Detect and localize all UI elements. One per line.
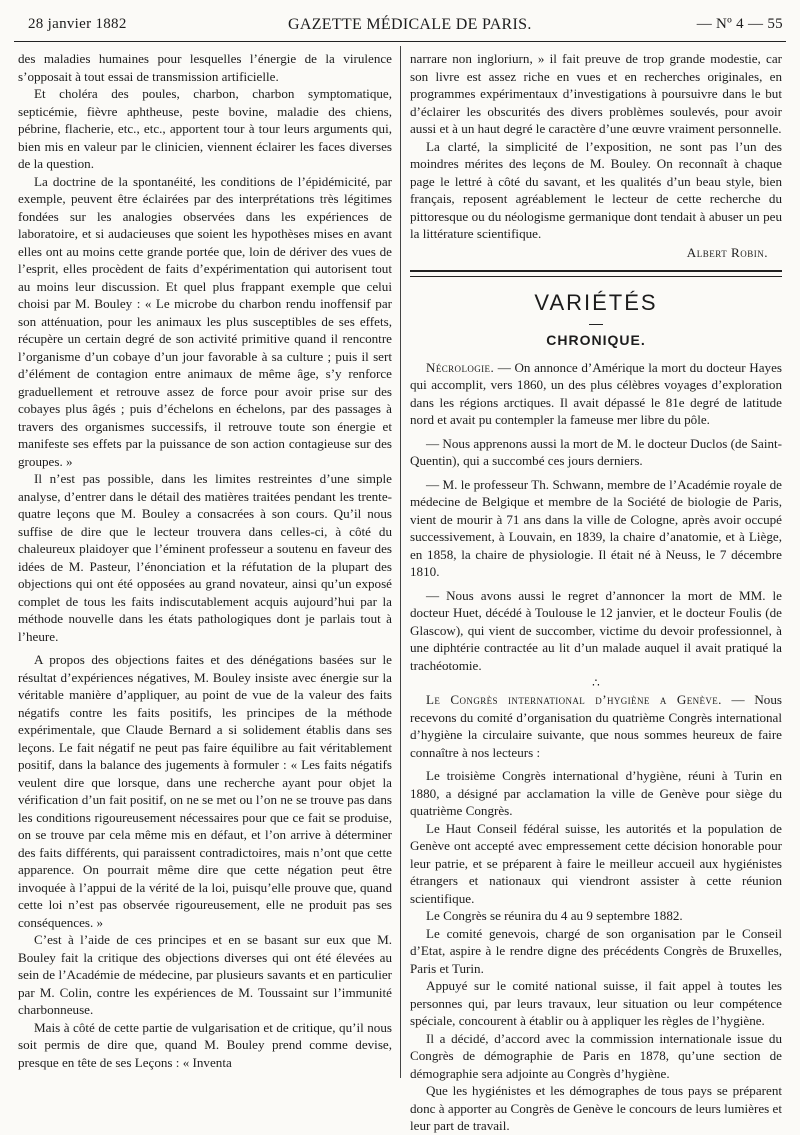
news-item: — M. le professeur Th. Schwann, membre de l’Académie royale de médecine de Belgique et membre de la Société de biologie de Paris, vient de mourir à 71 ans dans la ville de Cologne, après avoir occupé successivement, à Louvain, en 1839, la chaire d’anatomie, et à Liège, en 1858, la chaire de physiologie. Il était né à Neuss, le 7 décembre 1810.	[410, 476, 782, 579]
congress-text: — Nous recevons du comité d’organisation du quatrième Congrès international d’hygiène la circulaire suivante, que nous sommes heureux de faire connaître à nos lecteurs :	[410, 692, 782, 760]
paragraph: C’est à l’aide de ces principes et en se basant sur eux que M. Bouley fait la critique des objections diverses qui ont été élevées au sein de l’Académie de médecine, par plusieurs savants et en particulier par M. Colin, contre les expériences de M. Toussaint sur l’immunité charbonneuse.	[18, 932, 392, 1017]
left-column	[18, 50, 392, 1071]
paragraph: Et choléra des poules, charbon, charbon symptomatique, septicémie, fièvre aphtheuse, peste bovine, maladie des chiens, pébrine, flacherie, etc., etc., apportent tour à tour leurs arguments qui, bien mis en valeur par le clinicien, viennent éclairer les faces diverses de la question.	[18, 86, 392, 171]
paragraph: A propos des objections faites et des dénégations basées sur le résultat d’expériences négatives, M. Bouley insiste avec énergie sur la véritable manière d’appliquer, au point de vue de la valeur des faits négatifs contre les faits positifs, les principes de la méthode expérimentale, que Claude Bernard a si solidement établis dans ses leçons. Le fait négatif ne peut pas faire équilibre au fait véritablement positif, dans la balance des jugements à formuler : « Les faits négatifs veulent dire que lorsque, dans une recherche ayant pour objet la vérification d’un fait positif, on ne se met ou l’on ne se trouve pas dans les conditions rigoureusement nécessaires pour que ce fait se produise, on se trouve par cela même mis en défaut, et l’on arrive à déterminer des faits différents, qui paraissent contradictoires, mais n’ont que cette apparence. On pourrait même dire que cette négation peut être invoquée à l’appui de la vérité de la loi, puisqu’elle prouve que, quand cette loi n’est pas observée rigoureusement, elle ne produit pas ses conséquences. »	[18, 652, 392, 930]
paragraph: Il n’est pas possible, dans les limites restreintes d’une simple analyse, d’entrer dans le détail des matières traitées pendant les trente-quatre leçons que M. Bouley a consacrées à son cours. Qu’il nous suffise de dire que le lecteur trouvera dans celles-ci, à côté du chaleureux plaidoyer que l’éminent professeur a soutenu en faveur des idées de M. Pasteur, l’énonciation et la réfutation de la plupart des objections qui ont été opposées au grand novateur, ainsi qu’un exposé complet de tous les faits indiscutablement acquis aujourd’hui par la méthode nouvelle dans les états pathologiques dont je parlais tout à l’heure.	[18, 471, 392, 644]
journal-title: GAZETTE MÉDICALE DE PARIS.	[288, 16, 532, 33]
news-item	[410, 359, 782, 429]
news-lead: Nécrologie.	[426, 359, 495, 375]
news-item: — Nous apprenons aussi la mort de M. le docteur Duclos (de Saint-Quentin), qui a succombé ces jours derniers.	[410, 435, 782, 468]
circular-paragraph: Que les hygiénistes et les démographes de tous pays se préparent donc à apporter au Congrès de Genève le concours de leurs lumières et leur part de travail.	[410, 1083, 782, 1133]
title-dash	[589, 324, 603, 325]
header-rule	[14, 41, 786, 42]
circular-paragraph: Le troisième Congrès international d’hygiène, réuni à Turin en 1880, a désigné par acclamation la ville de Genève pour siège du quatrième Congrès.	[410, 768, 782, 818]
page-number: — Nº 4 — 55	[696, 16, 783, 32]
author-signature: Albert Robin.	[686, 244, 768, 260]
circular-paragraph: Appuyé sur le comité national suisse, il fait appel à toutes les personnes qui, par leurs travaux, leur situation ou leur compétence spéciale, concourent à établir ou à appliquer les règles de l’hygiène.	[410, 978, 782, 1028]
right-column	[410, 50, 782, 1135]
section-subtitle: CHRONIQUE.	[546, 332, 646, 348]
congress-lead: Le Congrès international d’hygiène a Genève.	[426, 692, 722, 707]
paragraph: narrare non ingloriurn, » il fait preuve de trop grande modestie, car son livre est assez riche en vues et en recherches originales, en programmes expérimentaux d’investigations à poursuivre dans le but d’éclairer les obscurités des divers problèmes soulevés, pour avoir aussi et à un haut degré le caractère d’une œuvre vraiment personnelle.	[410, 51, 782, 136]
circular-paragraph: Le comité genevois, chargé de son organisation par le Conseil d’Etat, aspire à le rendre digne des précédents Congrès de Bruxelles, Paris et Turin.	[410, 925, 782, 976]
paragraph: Mais à côté de cette partie de vulgarisation et de critique, qu’il nous soit permis de dire que, quand M. Bouley prend comme devise, presque en tête de ses Leçons : « Inventa	[18, 1019, 392, 1070]
header-date: 28 janvier 1882	[28, 16, 127, 32]
section-rule	[410, 270, 782, 277]
news-item: — Nous avons aussi le regret d’annoncer la mort de MM. le docteur Huet, décédé à Toulouse le 12 janvier, et le docteur Foulis (de Glascow), qui vient de succomber, victime du devoir professionnel, à une diphtérie contractée au lit d’un malade auquel il avait pratiqué la trachéotomie.	[410, 587, 782, 673]
page-header	[18, 16, 783, 38]
paragraph: La doctrine de la spontanéité, les conditions de l’épidémicité, par exemple, peuvent être éclairées par des interprétations très légitimes fondées sur les analogies observées dans les expériences de laboratoire, et si audacieuses que soient les hypothèses mises en avant elles ont au moins cette grande portée que, loin de dériver des vues de l’esprit, elles procèdent de faits d’expérimentation qui autorisent tout au moins leur discussion. Et quel plus frappant exemple que celui choisi par M. Bouley : « Le microbe du charbon rendu inoffensif par son atténuation, pour les animaux les plus susceptibles de ses effets, récupère un certain degré de son activité primitive quand il rencontre l’organisme d’un cobaye d’un jour favorable à sa culture ; puis il sert d’élément de contagion entre animaux de même âge, s’y renforce graduellement et retrouve assez de force pour avoir prise sur des cobayes plus âgés ; puis d’échelons en échelons, par des passages à travers des organismes successifs, il retrouve toute son énergie et manifeste ses effets par la puissance de son action contagieuse sur des groupes. »	[18, 173, 392, 469]
paragraph: La clarté, la simplicité de l’exposition, ne sont pas l’un des moindres mérites des leçons de M. Bouley. On reconnaît à chaque page le lettré à côté du savant, et les qualités d’un beau style, bien français, reposent agréablement le lecteur de cette recherche du pittoresque ou du néologisme germanique dont tendait à abuser un peu la littérature scientifique.	[410, 138, 782, 241]
circular-paragraph: Il a décidé, d’accord avec la commission internationale issue du Congrès de démographie de Paris en 1878, qu’une section de démographie sera adjointe au Congrès d’hygiène.	[410, 1030, 782, 1081]
news-text: — On annonce d’Amérique la mort du docteur Hayes qui accomplit, vers 1860, un des plus célèbres voyages d’exploration dans les régions arctiques. Il avait dépassé le 81e degré de latitude nord et avait pu contempler la fameuse mer libre du pôle.	[410, 359, 782, 427]
section-title: VARIÉTÉS	[534, 290, 658, 315]
circular-paragraph: Le Congrès se réunira du 4 au 9 septembre 1882.	[426, 908, 683, 923]
column-divider	[400, 46, 401, 1078]
separator-asterism: ∴	[592, 676, 600, 690]
congress-intro	[410, 691, 782, 761]
paragraph: des maladies humaines pour lesquelles l’énergie de la virulence s’opposait à tout essai de transmission artificielle.	[18, 51, 392, 84]
circular-paragraph: Le Haut Conseil fédéral suisse, les autorités et la population de Genève ont accepté avec empressement cette décision honorable pour leur patrie, et se préparent à faire le meilleur accueil aux hygiénistes étrangers et nationaux qui viendront assister à cette réunion scientifique.	[410, 820, 782, 906]
